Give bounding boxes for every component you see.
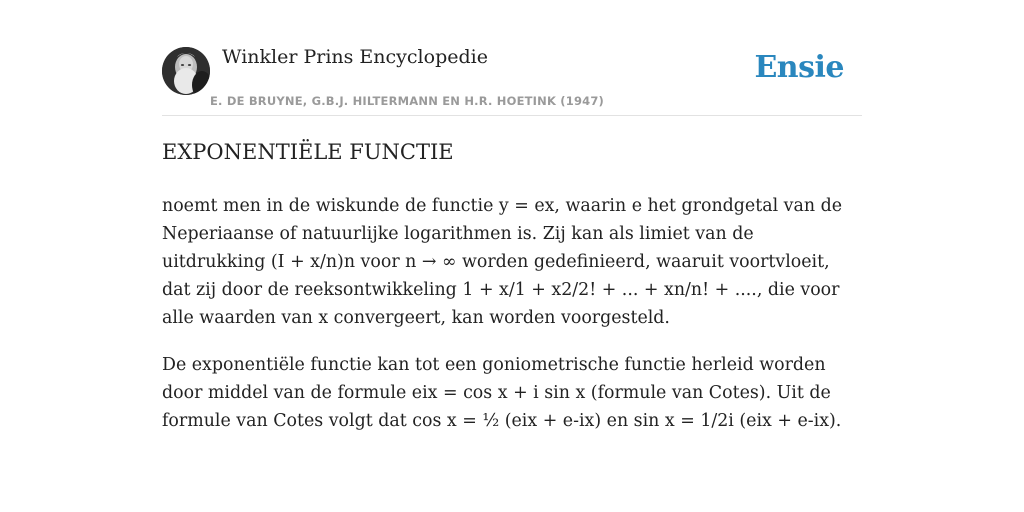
page-header (162, 44, 862, 116)
authors-line: E. DE BRUYNE, G.B.J. HILTERMANN EN H.R. HOETINK (1947) (210, 94, 605, 108)
brand-logo-link[interactable]: Ensie (754, 50, 844, 85)
site-name-link[interactable]: Winkler Prins Encyclopedie (222, 46, 488, 68)
article-body (162, 192, 862, 454)
article-paragraph: De exponentiële functie kan tot een goniometrische functie herleid worden door middel van de formule eix = cos x + i sin x (formule van Cotes). Uit de formule van Cotes volgt dat cos x = ½ (eix + e-ix) en sin x = 1/2i (eix + e-ix). (162, 355, 842, 431)
author-portrait-icon (162, 47, 210, 95)
avatar (162, 47, 210, 95)
article-paragraph: noemt men in de wiskunde de functie y = ex, waarin e het grondgetal van de Neperiaanse of natuurlijke logarithmen is. Zij kan als limiet van de uitdrukking (I + x/n)n voor n → ∞ worden gedefinieerd, waaruit voortvloeit, dat zij door de reeksontwikkeling 1 + x/1 + x2/2! + ... + xn/n! + ...., die voor alle waarden van x convergeert, kan worden voorgesteld. (162, 196, 843, 328)
page-title: EXPONENTIËLE FUNCTIE (162, 140, 454, 164)
